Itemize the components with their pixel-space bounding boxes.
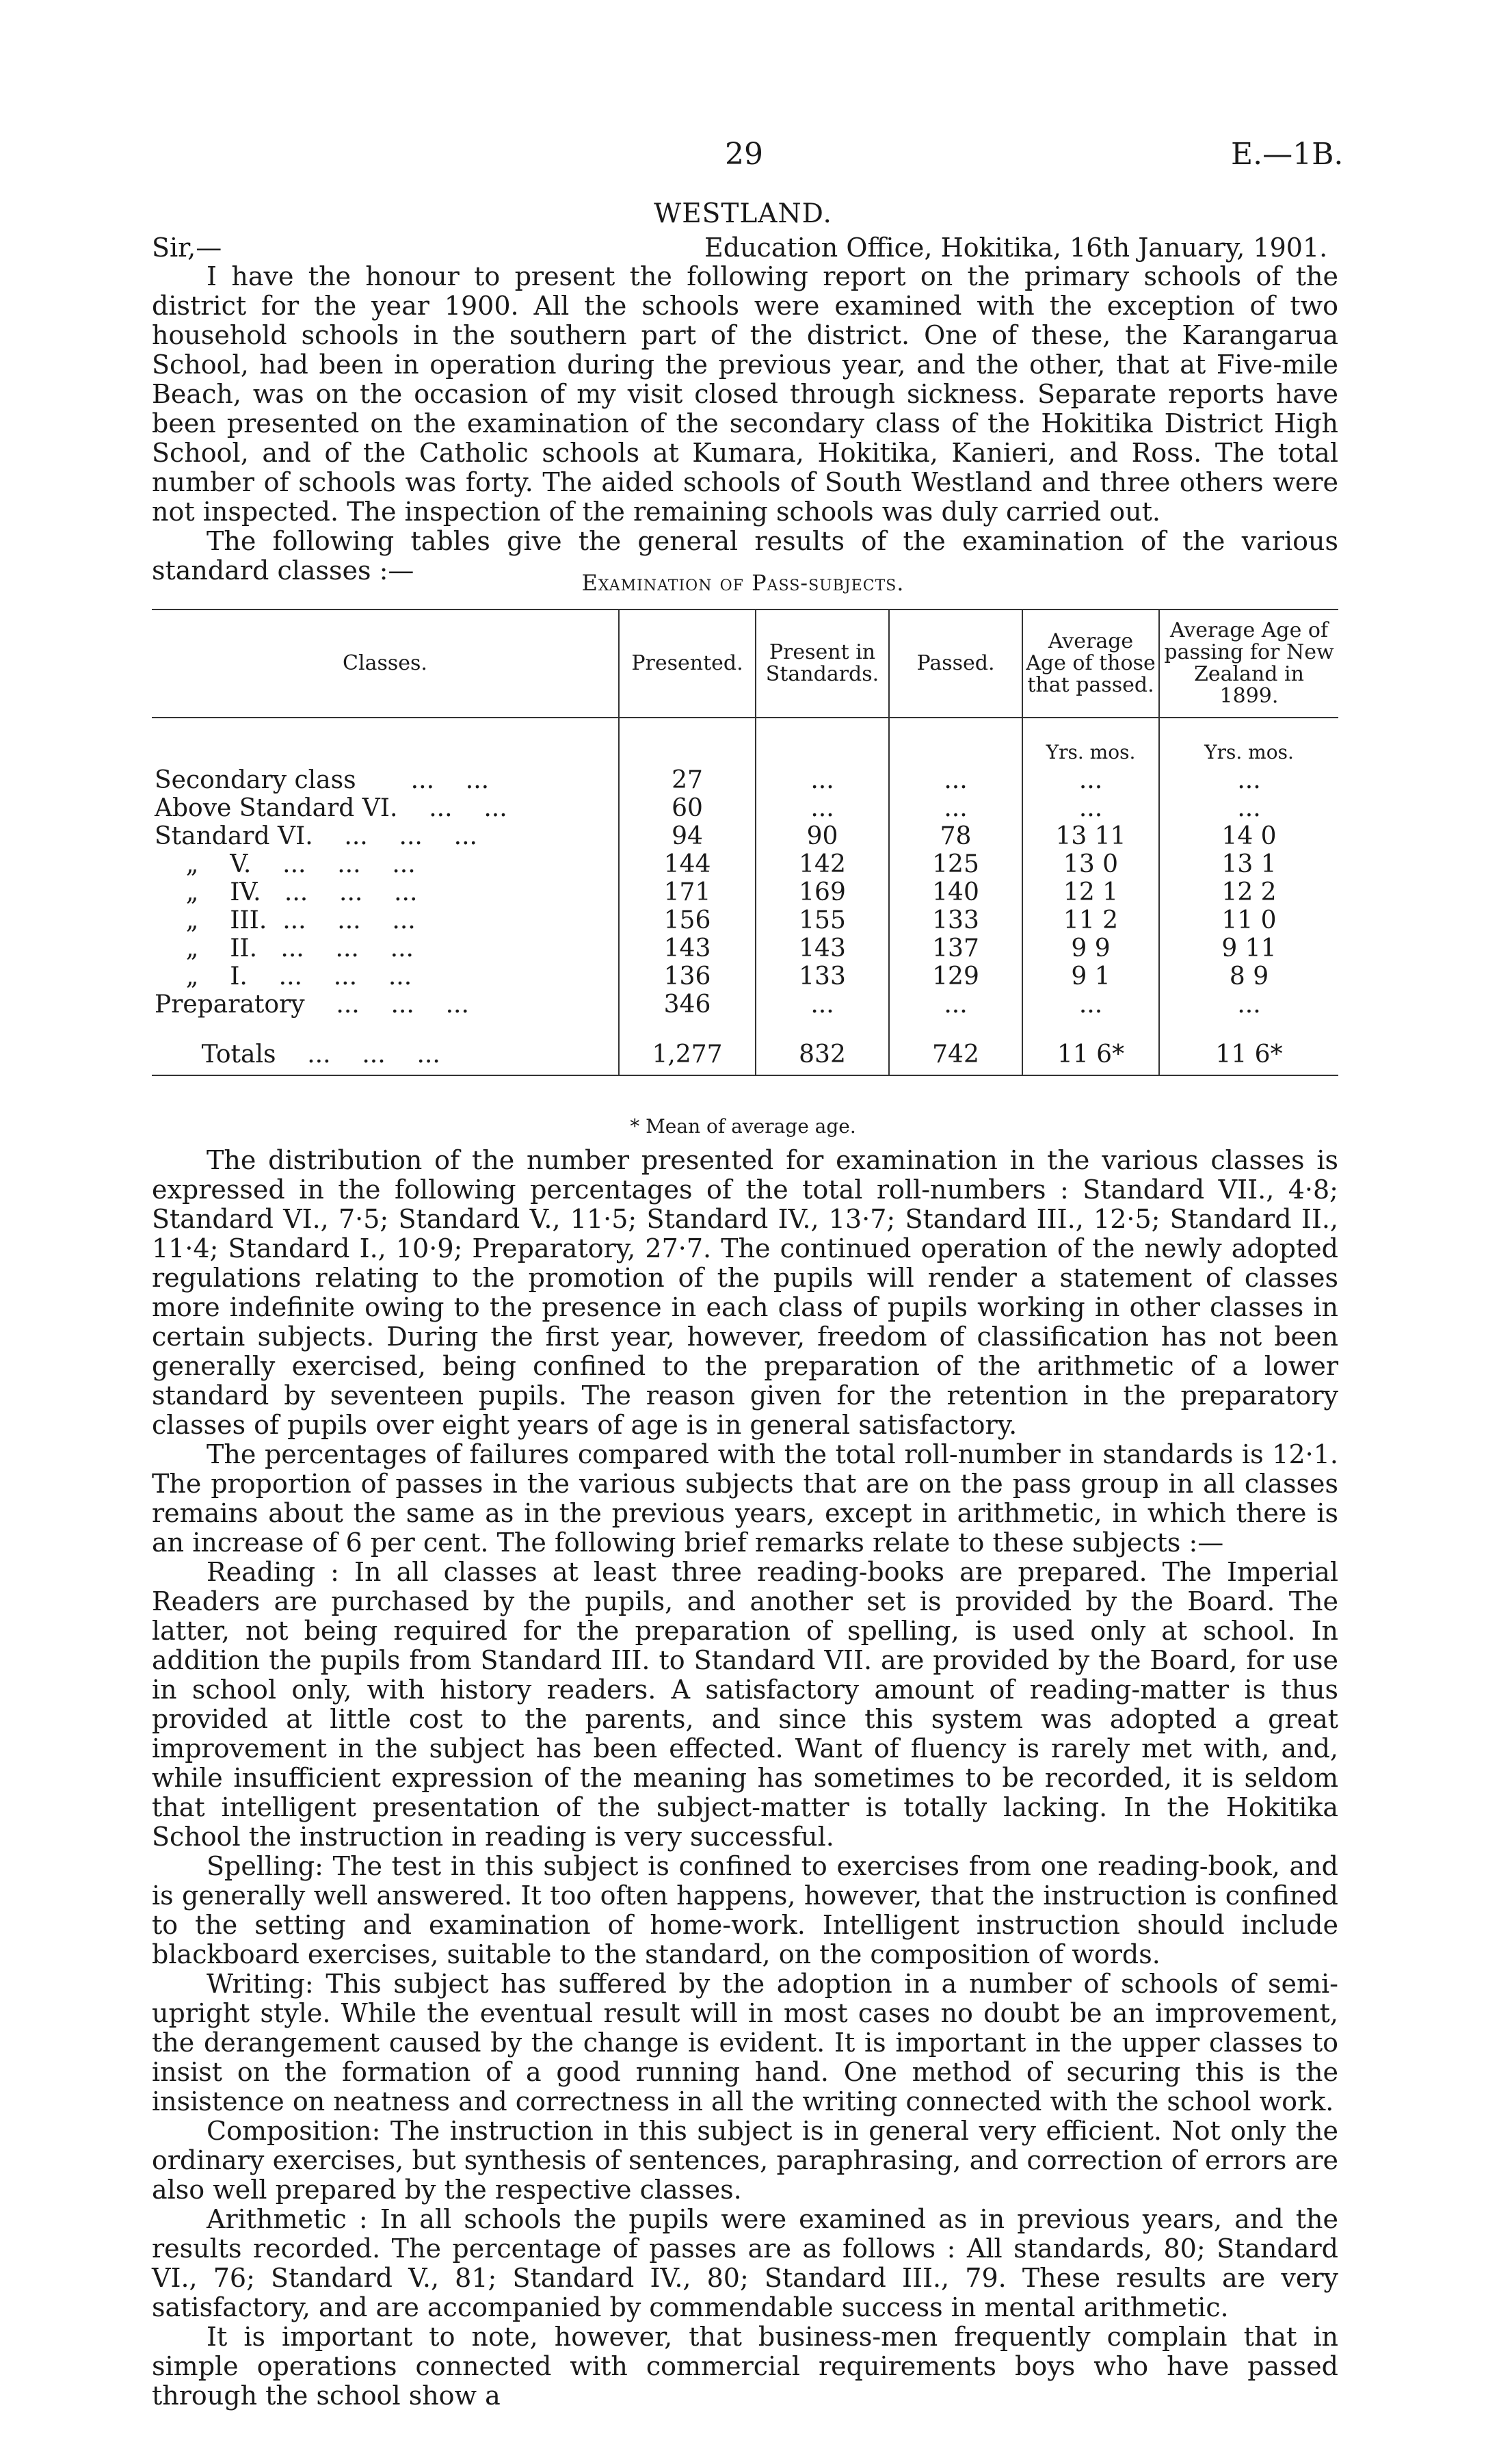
table-cell: 143 — [619, 934, 756, 962]
table-cell: ... — [1022, 766, 1159, 794]
table-cell: ... — [889, 766, 1022, 794]
table-cell: 143 — [756, 934, 889, 962]
table-row — [152, 850, 1338, 878]
paragraph: I have the honour to present the following report on the primary schools of the district for the year 1900. All the schools were examined with the exception of two household schools in the southern part of the district. One of these, the Karangarua School, had been in operation during the previous year, and the other, that at Five-mile Beach, was on the occasion of my visit closed through sickness. Separate reports have been presented on the examination of the secondary class of the Hokitika District High School, and of the Catholic schools at Kumara, Hokitika, Kanieri, and Ross. The total number of schools was forty. The aided schools of South Westland and three others were not inspected. The inspection of the remaining schools was duly carried out. — [152, 261, 1338, 527]
table-row — [152, 822, 1338, 850]
paragraph: Spelling: The test in this subject is confined to exercises from one reading-book, and is generally well answered. It too often happens, however, that the instruction is confined to the setting and examination of home-work. Intelligent instruction should include blackboard exercises, suitable to the standard, on the composition of words. — [152, 1851, 1338, 1969]
table-cell: 9 1 — [1022, 962, 1159, 991]
spacer-cell — [889, 1019, 1022, 1034]
table-cell: ... — [756, 766, 889, 794]
table-cell: 8 9 — [1159, 962, 1338, 991]
table-cell — [756, 718, 889, 766]
table-row — [152, 962, 1338, 991]
table-cell: 13 11 — [1022, 822, 1159, 850]
table-cell: 136 — [619, 962, 756, 991]
table-cell: 12 1 — [1022, 878, 1159, 906]
column-header: Present in Standards. — [756, 610, 889, 718]
spacer-cell — [1159, 1019, 1338, 1034]
table-footnote: * Mean of average age. — [630, 1115, 856, 1138]
table-cell: 144 — [619, 850, 756, 878]
table-cell: ... — [1159, 766, 1338, 794]
table-cell: ... — [889, 794, 1022, 822]
body-section — [152, 1146, 1338, 2411]
table-cell: ... — [1159, 991, 1338, 1019]
table-cell: 133 — [889, 906, 1022, 934]
table-cell: 832 — [756, 1034, 889, 1075]
table-cell: „ I. ... ... ... — [155, 962, 412, 991]
table-row — [152, 906, 1338, 934]
table-cell: 346 — [619, 991, 756, 1019]
table-cell: 60 — [619, 794, 756, 822]
table-cell: 142 — [756, 850, 889, 878]
table-cell: 742 — [889, 1034, 1022, 1075]
salutation: Sir,— — [152, 233, 222, 263]
table-cell: 90 — [756, 822, 889, 850]
table-cell: „ V. ... ... ... — [155, 850, 416, 878]
spacer-cell — [619, 1019, 756, 1034]
table-cell: ... — [889, 991, 1022, 1019]
table-cell: Totals ... ... ... — [155, 1040, 440, 1069]
table-cell: 129 — [889, 962, 1022, 991]
table-cell: ... — [1022, 991, 1159, 1019]
table-cell: Yrs. mos. — [1022, 718, 1159, 766]
table-cell: Secondary class ... ... — [155, 766, 490, 794]
results-table — [152, 609, 1338, 1076]
table-row — [152, 794, 1338, 822]
column-header: Average Age of passing for New Zealand in 1899. — [1159, 610, 1338, 718]
paragraph: Composition: The instruction in this subject is in general very efficient. Not only the ordinary exercises, but synthesis of sentences, paraphrasing, and correction of errors are also well prepared by the respective classes. — [152, 2116, 1338, 2205]
spacer-cell — [1022, 1019, 1159, 1034]
table-title: Examination of Pass-subjects. — [581, 570, 905, 596]
table-cell: 155 — [756, 906, 889, 934]
table-cell: 137 — [889, 934, 1022, 962]
paragraph: The following tables give the general results of the examination of the various standard classes :— — [152, 526, 1338, 586]
table-cell: Yrs. mos. — [1159, 718, 1338, 766]
table-row — [152, 991, 1338, 1019]
table-cell: 13 0 — [1022, 850, 1159, 878]
paragraph: Reading : In all classes at least three reading-books are prepared. The Imperial Readers are purchased by the pupils, and another set is provided by the Board. The latter, not being required for the preparation of spelling, is used only at school. In addition the pupils from Standard III. to Standard VII. are provided by the Board, for use in school only, with history readers. A satisfactory amount of reading-matter is thus provided at little cost to the parents, and since this system was adopted a great improvement in the subject has been effected. Want of fluency is rarely met with, and, while insufficient expression of the meaning has sometimes to be recorded, it is seldom that intelligent presentation of the subject-matter is totally lacking. In the Hokitika School the instruction in reading is very successful. — [152, 1557, 1338, 1852]
column-header: Passed. — [889, 610, 1022, 718]
spacer-cell — [756, 1019, 889, 1034]
table-cell: 156 — [619, 906, 756, 934]
table-cell: 27 — [619, 766, 756, 794]
column-header: Average Age of those that passed. — [1022, 610, 1159, 718]
spacer-cell — [152, 1019, 619, 1034]
paragraph: Arithmetic : In all schools the pupils were examined as in previous years, and the results recorded. The percentage of passes are as follows : All standards, 80; Standard VI., 76; Standard V., 81; Standard IV., 80; Standard III., 79. These results are very satisfactory, and are accompanied by commendable success in mental arithmetic. — [152, 2204, 1338, 2322]
table-cell: 169 — [756, 878, 889, 906]
table-row — [152, 766, 1338, 794]
table-cell: ... — [756, 794, 889, 822]
intro-section — [152, 262, 1338, 586]
table-cell: „ II. ... ... ... — [155, 934, 414, 962]
table-cell: ... — [756, 991, 889, 1019]
totals-row — [152, 1034, 1338, 1075]
table-cell: 78 — [889, 822, 1022, 850]
table-cell — [889, 718, 1022, 766]
table-cell: 9 9 — [1022, 934, 1159, 962]
spacer-row — [152, 1019, 1338, 1034]
dateline: Education Office, Hokitika, 16th January, 1901. — [704, 233, 1328, 263]
table-cell — [619, 718, 756, 766]
table-cell — [152, 718, 619, 766]
table-cell: „ III. ... ... ... — [155, 906, 416, 934]
table-cell: 11 6* — [1159, 1034, 1338, 1075]
table-cell: 1,277 — [619, 1034, 756, 1075]
table-row — [152, 934, 1338, 962]
table-cell: 140 — [889, 878, 1022, 906]
column-header: Presented. — [619, 610, 756, 718]
table-cell: 11 2 — [1022, 906, 1159, 934]
table-cell: ... — [1022, 794, 1159, 822]
table-cell: 14 0 — [1159, 822, 1338, 850]
table-cell: „ IV. ... ... ... — [155, 878, 418, 906]
table-cell: 94 — [619, 822, 756, 850]
units-row — [152, 718, 1338, 766]
paragraph: It is important to note, however, that business-men frequently complain that in simple operations connected with commercial requirements boys who have passed through the school show a — [152, 2322, 1338, 2411]
table-cell: Above Standard VI. ... ... — [155, 794, 507, 822]
column-header: Classes. — [343, 651, 427, 675]
table-cell: 171 — [619, 878, 756, 906]
table-cell: Preparatory ... ... ... — [155, 991, 469, 1019]
table-cell: 125 — [889, 850, 1022, 878]
table-cell: 11 0 — [1159, 906, 1338, 934]
table-cell: ... — [1159, 794, 1338, 822]
table-cell: 12 2 — [1159, 878, 1338, 906]
document-code: E.—1B. — [1231, 137, 1344, 172]
table-cell: 13 1 — [1159, 850, 1338, 878]
table-row — [152, 878, 1338, 906]
table-cell: 133 — [756, 962, 889, 991]
paragraph: The percentages of failures compared with the total roll-number in standards is 12·1. The proportion of passes in the various subjects that are on the pass group in all classes remains about the same as in the previous years, except in arithmetic, in which there is an increase of 6 per cent. The following brief remarks relate to these subjects :— — [152, 1439, 1338, 1558]
page-title: WESTLAND. — [654, 198, 832, 229]
page-number: 29 — [725, 137, 763, 172]
paragraph: Writing: This subject has suffered by the adoption in a number of schools of semi-upright style. While the eventual result will in most cases no doubt be an improvement, the derangement caused by the change is evident. It is important in the upper classes to insist on the formation of a good running hand. One method of securing this is the insistence on neatness and correctness in all the writing connected with the school work. — [152, 1969, 1338, 2116]
table-cell: 11 6* — [1022, 1034, 1159, 1075]
table-cell: 9 11 — [1159, 934, 1338, 962]
paragraph: The distribution of the number presented for examination in the various classes is expressed in the following percentages of the total roll-numbers : Standard VII., 4·8; Standard VI., 7·5; Standard V., 11·5; Standard IV., 13·7; Standard III., 12·5; Standard II., 11·4; Standard I., 10·9; Preparatory, 27·7. The continued operation of the newly adopted regulations relating to the promotion of the pupils will render a statement of classes more indefinite owing to the presence in each class of pupils working in other classes in certain subjects. During the first year, however, freedom of classification has not been generally exercised, being confined to the preparation of the arithmetic of a lower standard by seventeen pupils. The reason given for the retention in the preparatory classes of pupils over eight years of age is in general satisfactory. — [152, 1145, 1338, 1440]
table-header-row — [152, 610, 1338, 718]
table-cell: Standard VI. ... ... ... — [155, 822, 477, 850]
